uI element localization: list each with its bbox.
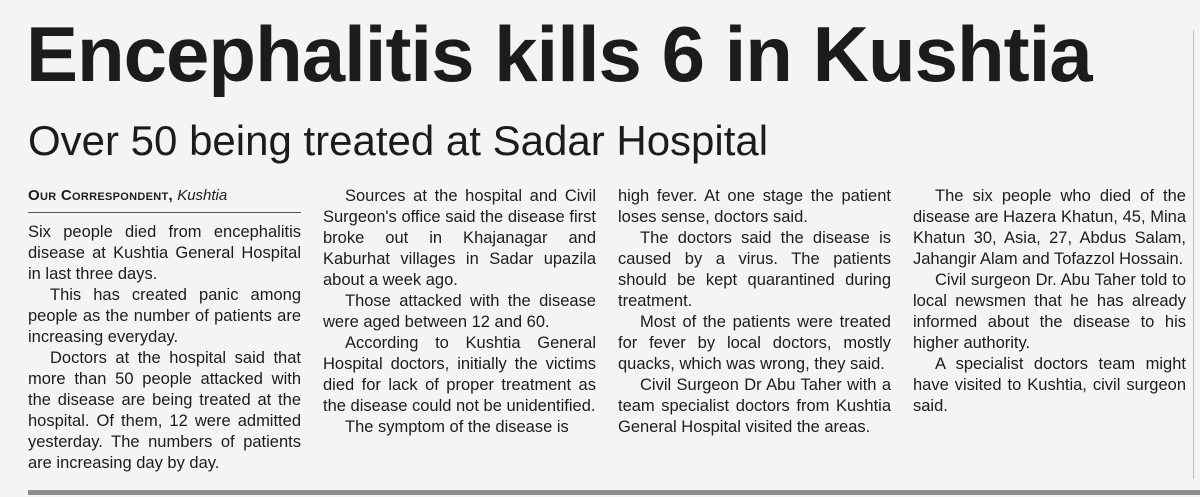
paragraph: Civil Surgeon Dr Abu Taher with a team specialist doctors from Kushtia General Hospital visited the areas. [618, 376, 891, 436]
right-column-rule [1193, 30, 1194, 479]
column-2 [323, 186, 596, 474]
paragraph: Sources at the hospital and Civil Surgeon's office said the disease first broke out in Khajanagar and Kaburhat villages in Sadar upazila about a week ago. [323, 187, 596, 289]
article-body [28, 186, 1186, 474]
paragraph: Six people died from encephalitis disease at Kushtia General Hospital in last three days. [28, 223, 301, 283]
headline: Encephalitis kills 6 in Kushtia [26, 10, 1092, 98]
paragraph: According to Kushtia General Hospital doctors, initially the victims died for lack of proper treatment as the disease could not be unidentified. [323, 334, 596, 415]
byline-place: Kushtia [177, 187, 228, 204]
paragraph: Those attacked with the disease were aged between 12 and 60. [323, 292, 596, 331]
paragraph: The symptom of the disease is [345, 418, 569, 436]
byline-name: Our Correspondent, [28, 187, 174, 204]
paragraph: Doctors at the hospital said that more than 50 people attacked with the disease are being treated at the hospital. Of them, 12 were admitted yesterday. The numbers of patients are increasing day by day. [28, 349, 301, 472]
paragraph: Most of the patients were treated for fever by local doctors, mostly quacks, which was wrong, they said. [618, 313, 891, 373]
bottom-rule [28, 490, 1200, 495]
column-3 [618, 186, 891, 474]
paragraph: The six people who died of the disease are Hazera Khatun, 45, Mina Khatun 30, Asia, 27, Abdus Salam, Jahangir Alam and Tofazzol Hossain. [913, 187, 1186, 268]
subheadline: Over 50 being treated at Sadar Hospital [28, 117, 769, 164]
paragraph: Civil surgeon Dr. Abu Taher told to local newsmen that he has already informed about the disease to his higher authority. [913, 271, 1186, 352]
byline [28, 186, 301, 213]
paragraph: high fever. At one stage the patient loses sense, doctors said. [618, 187, 891, 226]
paragraph: The doctors said the disease is caused by a virus. The patients should be kept quarantined during treatment. [618, 229, 891, 310]
paragraph: This has created panic among people as the number of patients are increasing everyday. [28, 286, 301, 346]
paragraph: A specialist doctors team might have visited to Kushtia, civil surgeon said. [913, 355, 1186, 415]
column-1 [28, 186, 301, 474]
column-4 [913, 186, 1186, 474]
